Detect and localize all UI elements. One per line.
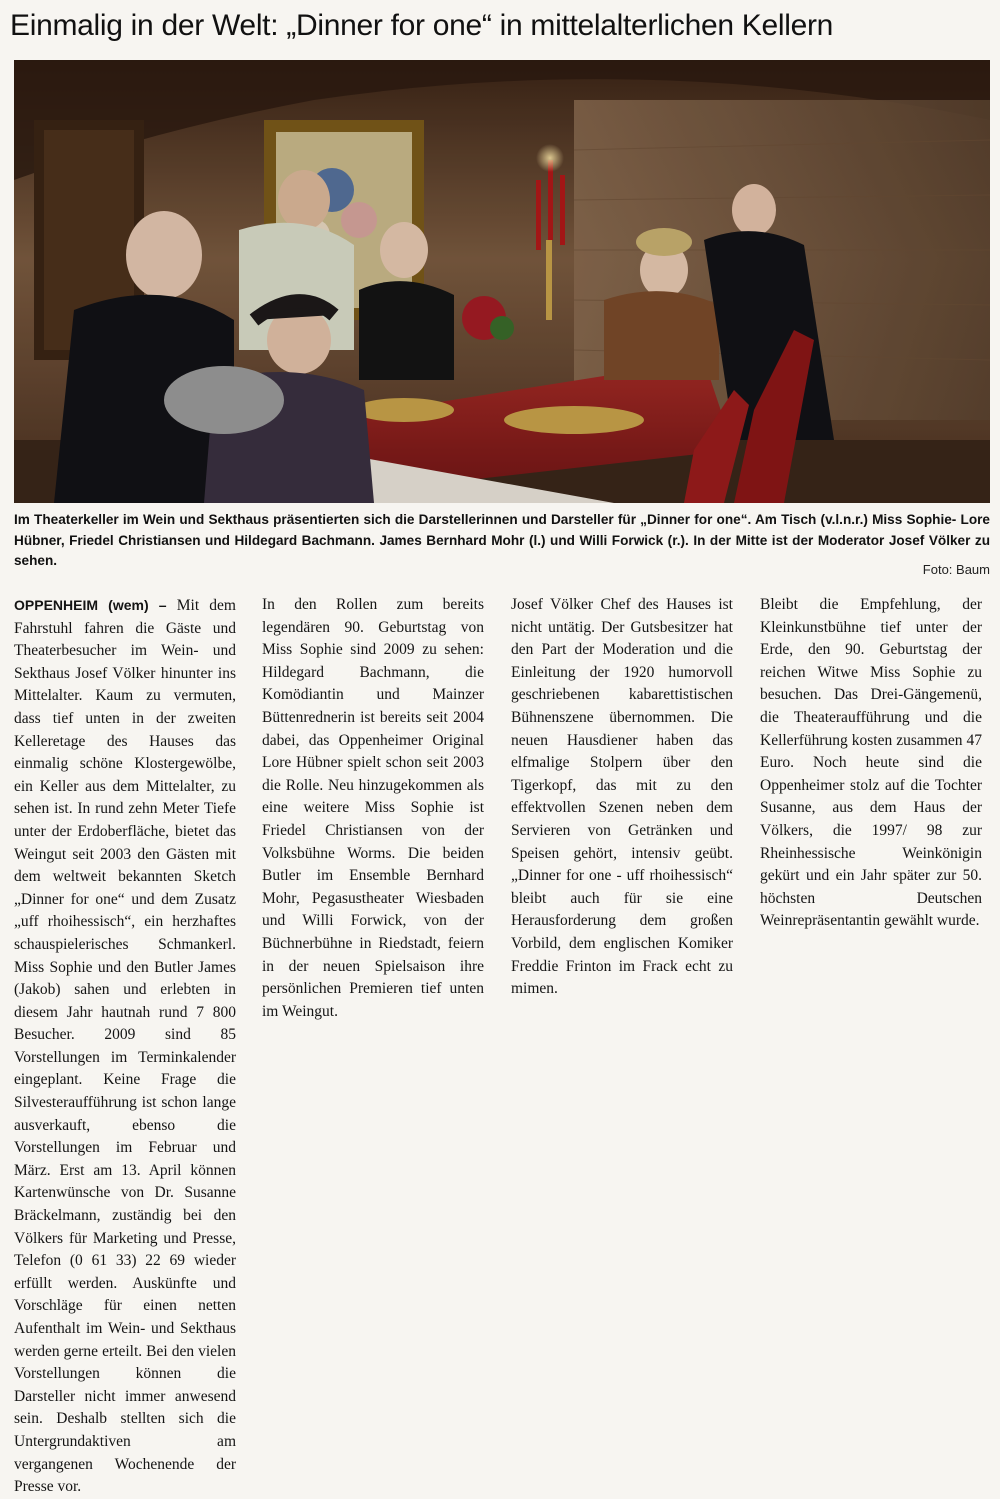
photo-caption: Im Theaterkeller im Wein und Sekthaus präsentierten sich die Darstellerinnen und Darsteller für „Dinner for one“. Am Tisch (v.l.n.r.) Miss Sophie- Lore Hübner, Friedel Christiansen und Hildegard Bachmann. James Bernhard Mohr (l.) und Willi Forwick (r.). In der Mitte ist der Moderator Josef Völker zu sehen. <box>14 512 990 568</box>
article-paragraph-2: In den Rollen zum bereits legendären 90. Geburtstag von Miss Sophie sind 2009 zu sehen: Hildegard Bachmann, die Komödiantin und Mainzer Büttenrednerin ist bereits seit 2004 dabei, das Oppenheimer Original Lore Hübner spielt schon seit 2003 die Rolle. Neu hinzugekommen als eine weitere Miss Sophie ist Friedel Christiansen von der Volksbühne Worms. Die beiden Butler im Ensemble Bernhard Mohr, Pegasustheater Wiesbaden und Willi Forwick, von der Büchnerbühne in Riedstadt, feiern in der neuen Spielsaison ihre persönlichen Premieren tief unten im Weingut. <box>262 596 484 1020</box>
article-paragraph-1-text: Mit dem Fahrstuhl fahren die Gäste und Theaterbesucher im Wein- und Sekthaus Josef Völker hinunter ins Mittelalter. Kaum zu vermuten, dass tief unten in der zweiten Kelleretage des Hauses das einmalig schöne Klostergewölbe, ein Keller aus dem Mittelalter, zu sehen ist. In rund zehn Meter Tiefe unter der Erdoberfläche, bietet das Weingut seit 2003 den Gästen mit dem weltweit bekannten Sketch „Dinner for one“ und dem Zusatz „uff rhoihessisch“, ein herzhaftes schauspielerisches Schmankerl. Miss Sophie und den Butler James (Jakob) sahen und erlebten in diesem Jahr hautnah rund 7 800 Besucher. 2009 sind 85 Vorstellungen im Terminkalender eingeplant. Keine Frage die Silvesteraufführung ist schon lange ausverkauft, ebenso die Vorstellungen im Februar und März. Erst am 13. April können Kartenwünsche von Dr. Susanne Bräckelmann, zuständig bei den Völkers für Marketing und Presse, Telefon (0 61 33) 22 69 wieder erfüllt werden. Auskünfte und Vorschläge für einen netten Aufenthalt im Wein- und Sekthaus werden gerne erteilt. Bei den vielen Vorstellungen können die Darsteller nicht immer anwesend sein. Deshalb stellten sich die Untergrundaktiven am vergangenen Wochenende der Presse vor. <box>14 597 236 1496</box>
article-photo <box>14 60 990 503</box>
article-column-2 <box>262 594 484 1154</box>
cellar-scene-illustration <box>14 60 990 503</box>
article-paragraph-4: Bleibt die Empfehlung, der Kleinkunstbühne tief unter der Erde, den 90. Geburtstag der reichen Witwe Miss Sophie zu besuchen. Das Drei-Gängemenü, die Theateraufführung und die Kellerführung kosten zusammen 47 Euro. Noch heute sind die Oppenheimer stolz auf die Tochter Susanne, aus dem Haus der Völkers, die 1997/ 98 zur Rheinhessische Weinkönigin gekürt und ein Jahr später zur 50. höchsten Deutschen Weinrepräsentantin gewählt wurde. <box>760 596 982 930</box>
article-column-1 <box>14 594 236 1496</box>
photo-credit: Foto: Baum <box>922 562 990 577</box>
article-column-4 <box>760 594 982 1154</box>
headline: Einmalig in der Welt: „Dinner for one“ in mittelalterlichen Kellern <box>10 9 834 42</box>
dateline: OPPENHEIM (wem) – <box>14 597 167 613</box>
article-paragraph-1 <box>14 594 236 1499</box>
article-paragraph-3: Josef Völker Chef des Hauses ist nicht untätig. Der Gutsbesitzer hat den Part der Moderation und die Einleitung der 1920 humorvoll geschriebenen kabarettistischen Bühnenszene übernommen. Die neuen Hausdiener haben das elfmalige Stolpern über den Tigerkopf, das mit zu den effektvollen Szenen neben dem Servieren von Getränken und Speisen gehört, intensiv geübt. „Dinner for one - uff rhoihessisch“ bleibt auch für sie eine Herausforderung dem großen Vorbild, dem englischen Komiker Freddie Frinton im Frack echt zu mimen. <box>511 596 733 998</box>
article-column-3 <box>511 594 733 1154</box>
